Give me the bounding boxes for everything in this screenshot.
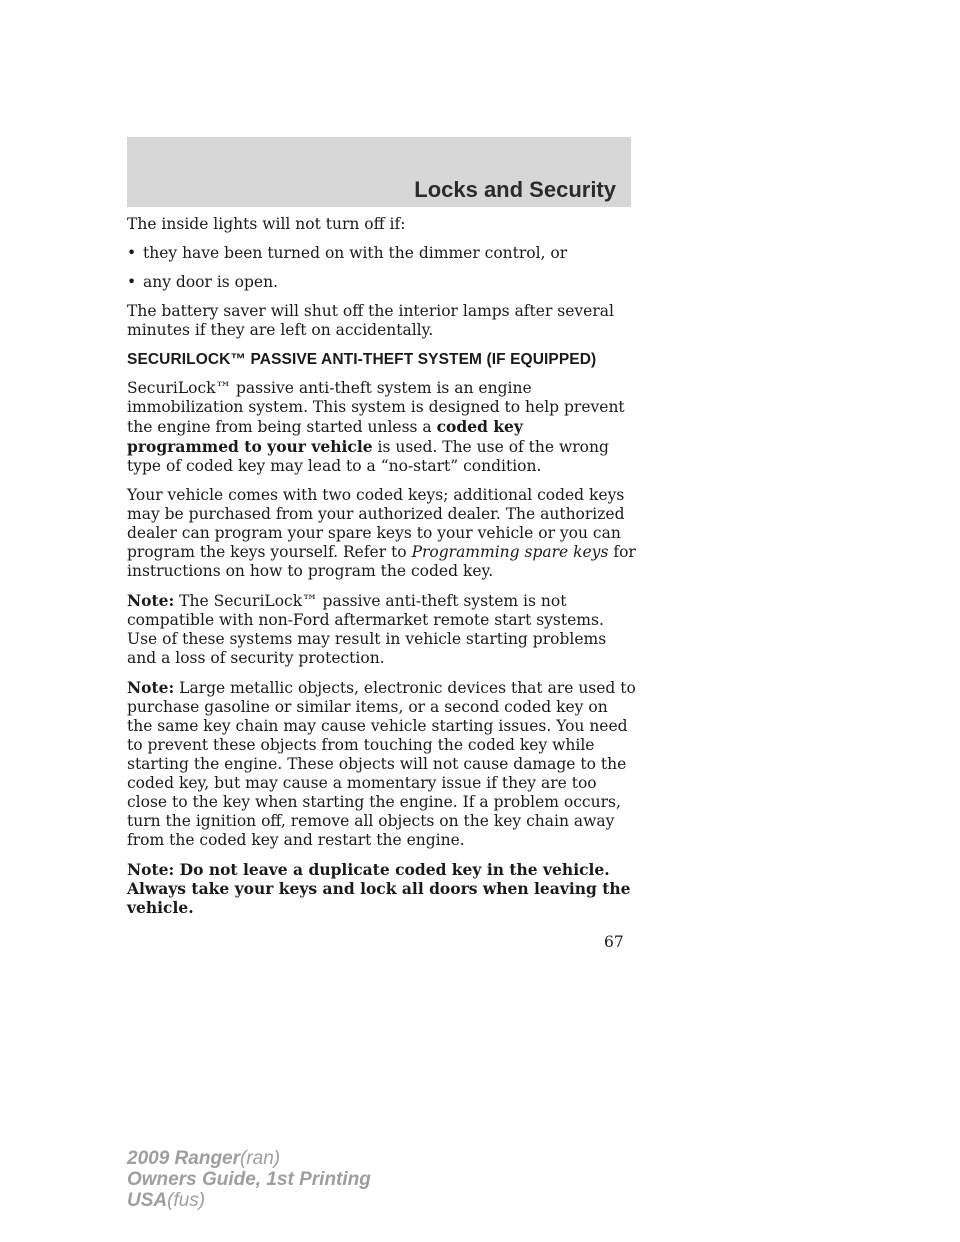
intro-paragraph: The inside lights will not turn off if: — [127, 215, 406, 233]
battery-saver-paragraph: The battery saver will shut off the interior lamps after several minutes if they are left on accidentally. — [127, 302, 614, 339]
footer-imprint — [127, 1148, 371, 1211]
note-metallic-objects — [127, 678, 637, 850]
coded-keys-text: Your vehicle comes with two coded keys; additional coded keys may be purchased from your authorized dealer. The authorized dealer can program your spare keys to your vehicle or you can program the keys yourself. Refer to — [127, 486, 625, 561]
note-duplicate-key: Note: Do not leave a duplicate coded key in the vehicle. Always take your keys and lock all doors when leaving the vehicle. — [127, 860, 631, 917]
note-remote-start — [127, 591, 637, 668]
footer-model: 2009 Ranger — [127, 1148, 241, 1169]
bullet-icon: • — [127, 244, 137, 262]
list-item — [127, 244, 637, 263]
footer-line-3 — [127, 1190, 371, 1211]
securilock-text-end: is used. The use of the wrong type of coded key may lead to a “no-start” condition. — [127, 438, 609, 475]
coded-keys-text-end: for instructions on how to program the coded key. — [127, 543, 636, 580]
footer-market: USA — [127, 1190, 168, 1211]
footer-market-code: (fus) — [167, 1190, 206, 1211]
note-text: Large metallic objects, electronic devices that are used to purchase gasoline or similar items, or a second coded key on the same key chain may cause vehicle starting issues. You need to prevent these objects from touching the coded key while starting the engine. These objects will not cause damage to the coded key, but may cause a momentary issue if they are too close to the key when starting the engine. If a problem occurs, turn the ignition off, remove all objects on the key chain away from the coded key and restart the engine. — [127, 679, 636, 849]
coded-keys-paragraph — [127, 486, 637, 581]
bullet-icon: • — [127, 273, 137, 291]
section-title: Locks and Security — [414, 177, 616, 202]
footer-model-code: (ran) — [240, 1148, 281, 1169]
note-label: Note: — [127, 678, 175, 697]
footer-line-2: Owners Guide, 1st Printing — [127, 1169, 371, 1190]
securilock-paragraph — [127, 379, 637, 476]
programming-reference: Programming spare keys — [411, 543, 609, 561]
list-item-text: they have been turned on with the dimmer control, or — [143, 244, 568, 262]
section-header-bar — [127, 137, 631, 207]
list-item-text: any door is open. — [143, 273, 279, 291]
securilock-heading: SECURILOCK™ PASSIVE ANTI-THEFT SYSTEM (IF EQUIPPED) — [127, 351, 597, 368]
securilock-emphasis: coded key programmed to your vehicle — [127, 417, 523, 456]
page-number: 67 — [604, 933, 624, 951]
list-item — [127, 273, 637, 292]
securilock-text: SecuriLock™ passive anti-theft system is an engine immobilization system. This system is designed to help prevent the engine from being started unless a — [127, 379, 625, 436]
footer-line-1 — [127, 1148, 371, 1169]
note-text: The SecuriLock™ passive anti-theft system is not compatible with non-Ford aftermarket remote start systems. Use of these systems may result in vehicle starting problems and a loss of security protection. — [127, 592, 607, 667]
note-label: Note: — [127, 591, 175, 610]
page-content — [127, 215, 637, 927]
